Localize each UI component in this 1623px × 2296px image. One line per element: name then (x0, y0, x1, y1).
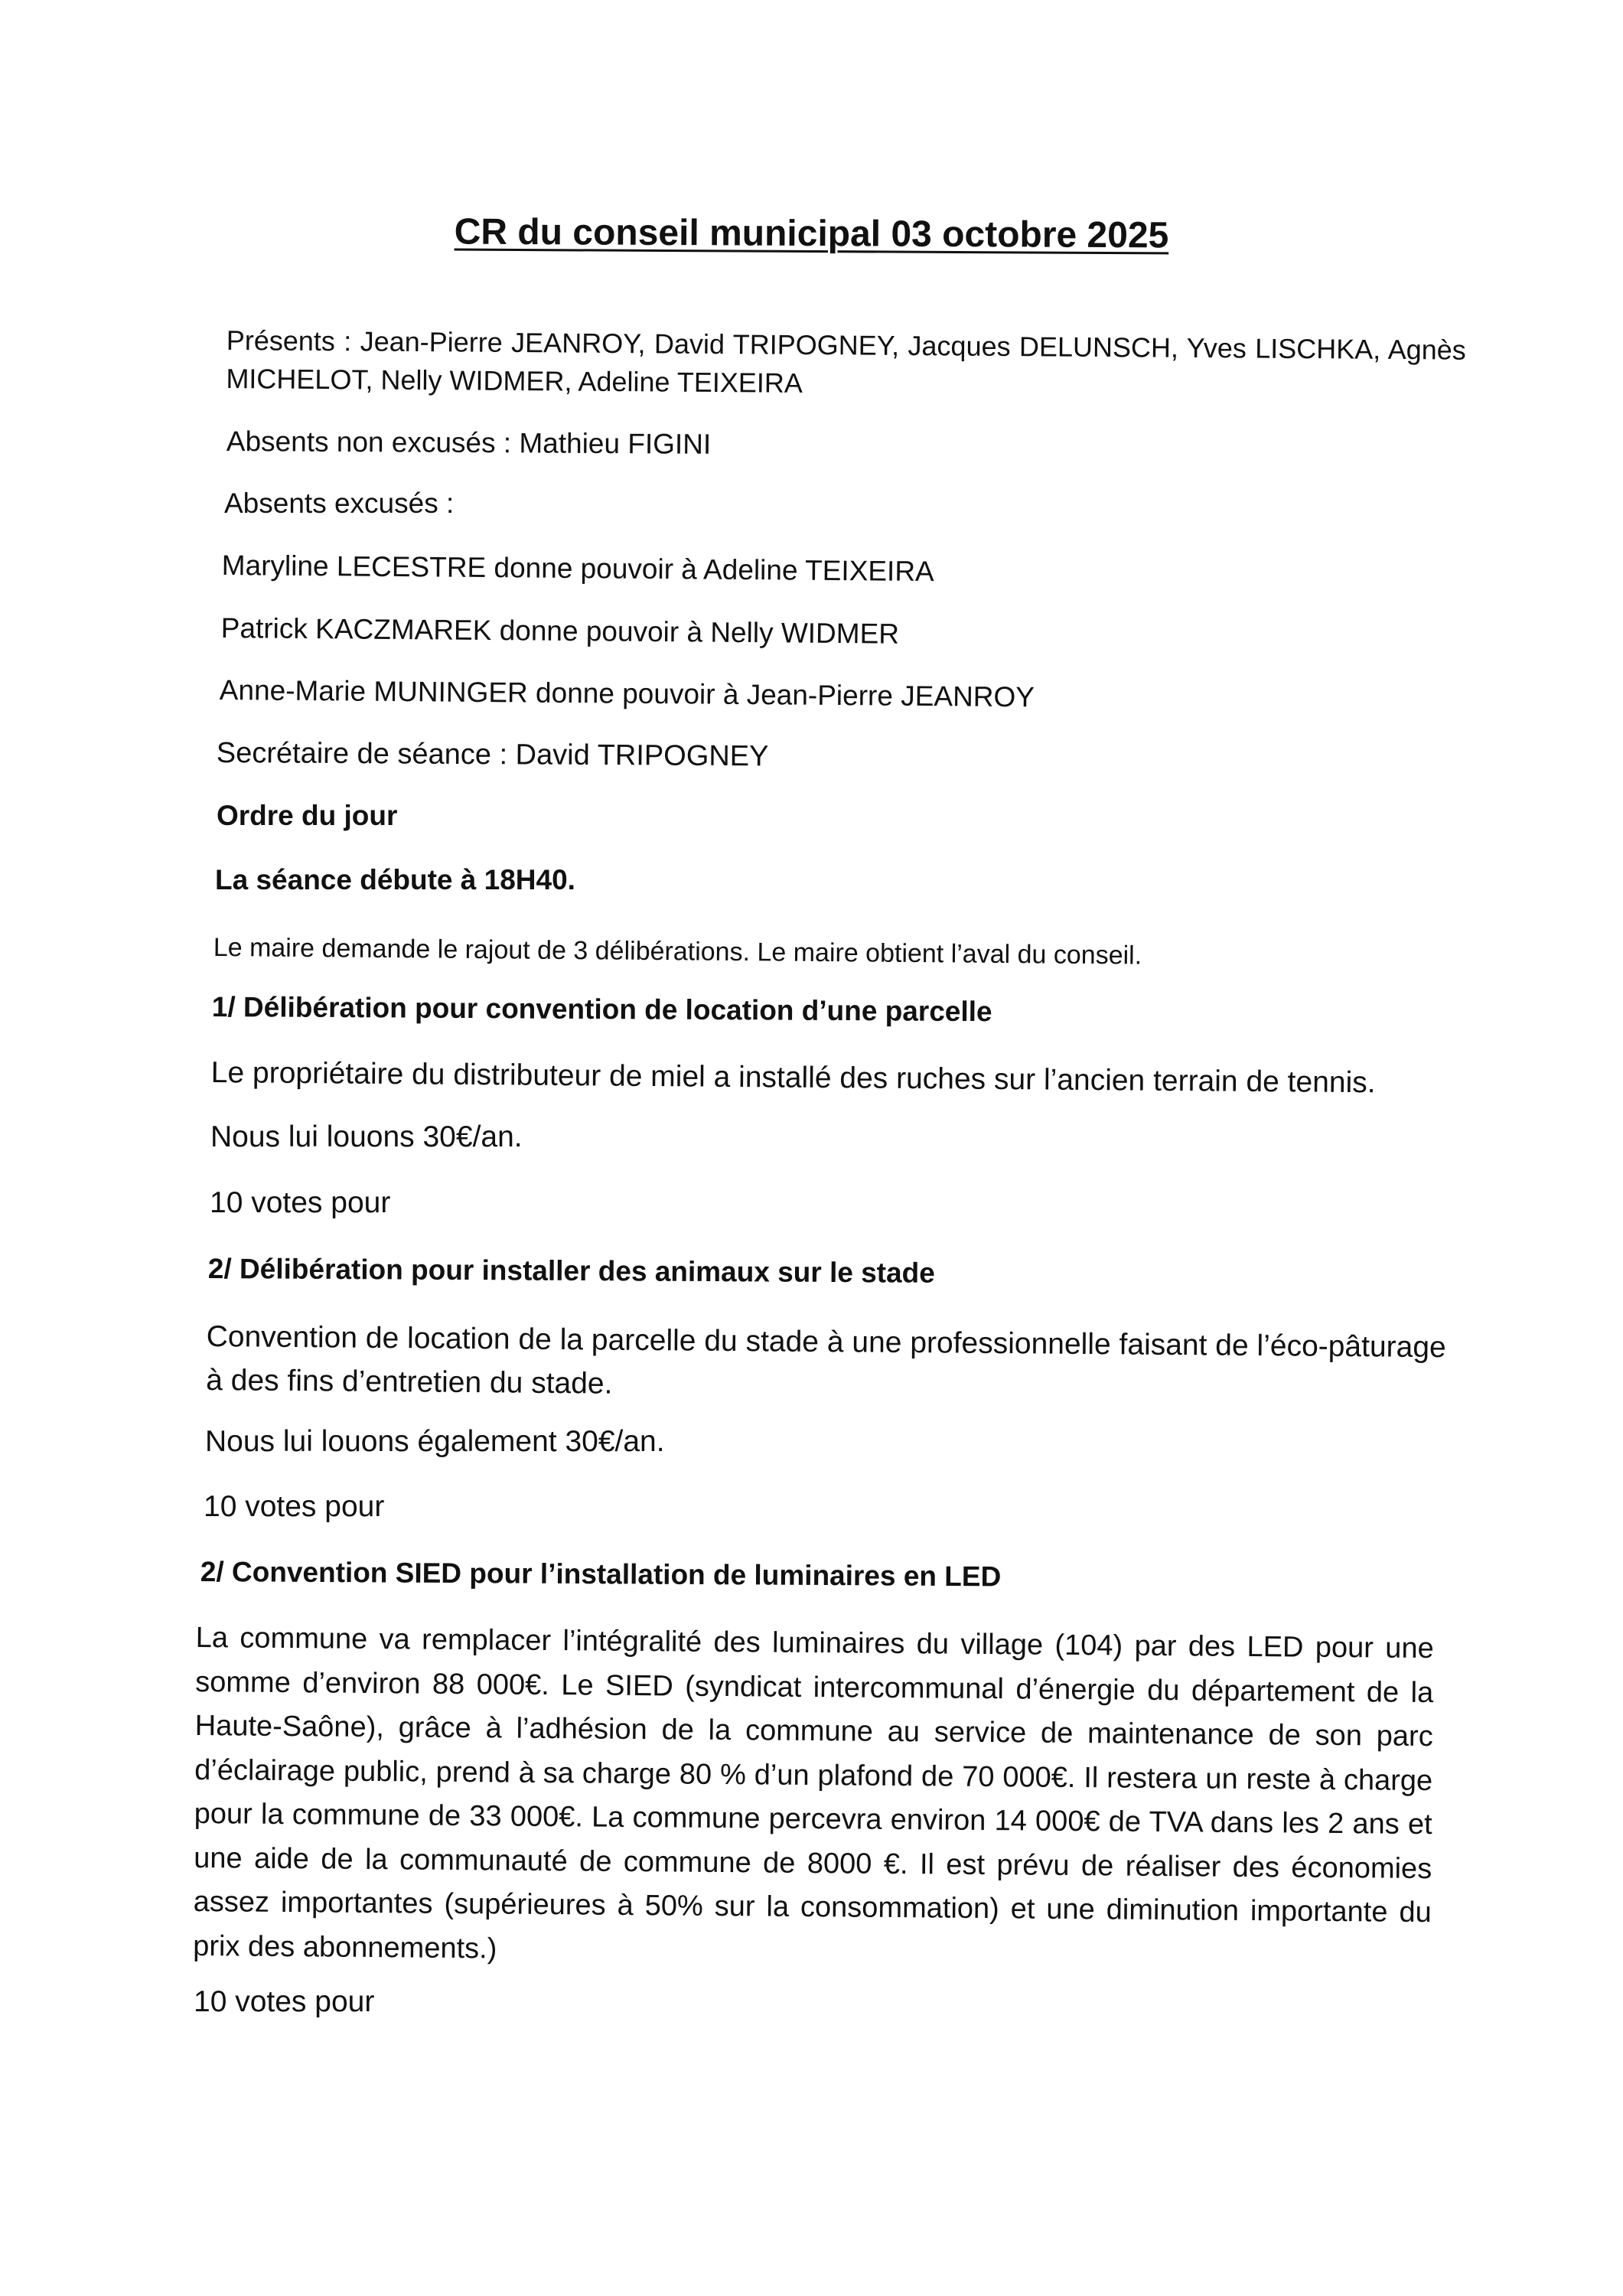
section-3-vote: 10 votes pour (194, 1985, 375, 2018)
section-2-loyer: Nous lui louons également 30€/an. (205, 1425, 665, 1458)
section-1-loyer: Nous lui louons 30€/an. (210, 1120, 523, 1153)
pouvoir-item: Patrick KACZMAREK donne pouvoir à Nelly WIDMER (220, 612, 900, 650)
debut-seance: La séance débute à 18H40. (215, 864, 575, 895)
absents-excuses-label: Absents excusés : (224, 488, 455, 519)
pouvoir-item: Anne-Marie MUNINGER donne pouvoir à Jean-Pierre JEANROY (219, 673, 1035, 713)
section-1-heading: 1/ Délibération pour convention de location d’une parcelle (211, 991, 992, 1028)
secretaire-seance: Secrétaire de séance : David TRIPOGNEY (216, 736, 769, 773)
pouvoir-item: Maryline LECESTRE donne pouvoir à Adeline TEIXEIRA (221, 549, 934, 588)
presents-list: Présents : Jean-Pierre JEANROY, David TRIPOGNEY, Jacques DELUNSCH, Yves LISCHKA, Agnès MICHELOT, Nelly WIDMER, Adeline TEIXEIRA (226, 324, 1466, 399)
page-title-text: CR du conseil municipal 03 octobre 2025 (454, 211, 1169, 256)
section-1-vote: 10 votes pour (210, 1186, 391, 1219)
absents-non-excuses: Absents non excusés : Mathieu FIGINI (226, 425, 712, 460)
section-2-heading: 2/ Délibération pour installer des animaux sur le stade (207, 1253, 935, 1289)
section-2-vote: 10 votes pour (204, 1490, 385, 1523)
ordre-du-jour-heading: Ordre du jour (217, 800, 398, 831)
page-title (0, 207, 1623, 261)
section-3-heading: 2/ Convention SIED pour l’installation de luminaires en LED (200, 1556, 1002, 1593)
section-1-text: Le propriétaire du distributeur de miel a installé des ruches sur l’ancien terrain de tennis. (210, 1055, 1376, 1100)
section-2-text: Convention de location de la parcelle du stade à une professionnelle faisant de l’éco-pâturage à des fins d’entretien du stade. (206, 1319, 1446, 1401)
section-3-text: La commune va remplacer l’intégralité des luminaires du village (104) par des LED pour une somme d’environ 88 000€. Le SIED (syndicat intercommunal d’énergie du département de la Haute-Saône), grâce à l’adhésion de la commune au service de maintenance de son parc d’éclairage public, prend à sa charge 80 % d’un plafond de 70 000€. Il restera un reste à charge pour la commune de 33 000€. La commune percevra environ 14 000€ de TVA dans les 2 ans et une aide de la communauté de commune de 8000 €. Il est prévu de réaliser des économies assez importantes (supérieures à 50% sur la consommation) et une diminution importante du prix des abonnements.) (193, 1621, 1434, 1965)
rajout-deliberations: Le maire demande le rajout de 3 délibérations. Le maire obtient l’aval du conseil. (213, 932, 1142, 970)
